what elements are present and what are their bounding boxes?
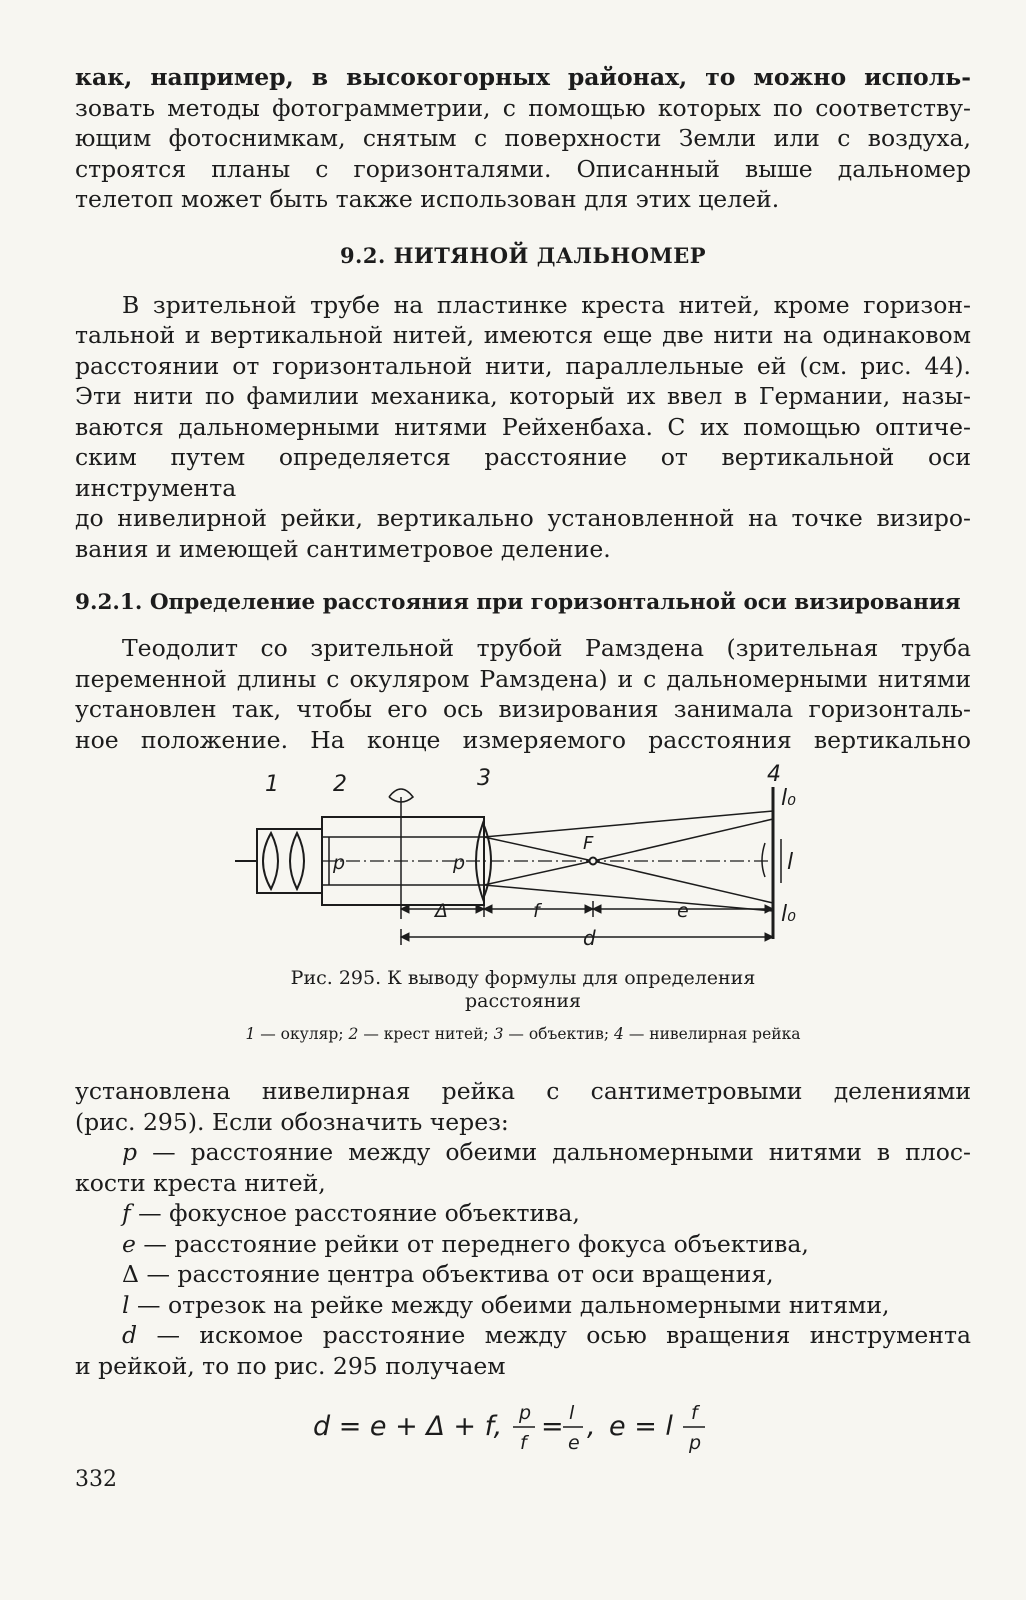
eyepiece-lens (263, 833, 278, 889)
page-number: 332 (75, 1467, 117, 1492)
legend-num: 1 (245, 1025, 256, 1043)
definition-item (75, 1320, 971, 1351)
ray-top (484, 811, 773, 837)
definition-symbol: d (122, 1321, 138, 1349)
legend-text: — окуляр; (255, 1025, 349, 1043)
definition-continuation: кости креста нитей, (75, 1168, 326, 1197)
label-l0-bottom: l₀ (781, 902, 796, 927)
formula-sep: , (587, 1411, 596, 1442)
definition-text: — отрезок на рейке между обеими дальномерными нитями, (129, 1290, 890, 1319)
label-l: l (787, 850, 794, 875)
definition-symbol: p (122, 1138, 138, 1166)
label-F: F (583, 833, 594, 854)
text-line: установлена нивелирная рейка с сантиметровыми делениями (75, 1077, 971, 1105)
frac3-den: p (689, 1432, 702, 1454)
definition-text: — расстояние центра объектива от оси вращения, (138, 1260, 774, 1288)
text-line: (рис. 295). Если обозначить через: (75, 1107, 509, 1136)
label-f: f (533, 900, 540, 922)
label-2: 2 (333, 772, 347, 797)
text-line: вания и имеющей сантиметровое деление. (75, 534, 611, 563)
formula (75, 1399, 971, 1455)
frac2-num: l (569, 1402, 575, 1424)
telescope-diagram (75, 759, 971, 959)
legend-text: — крест нитей; (358, 1025, 494, 1043)
text-line: Эти нити по фамилии механика, который их ввел в Германии, назы- (75, 382, 971, 410)
definitions-list (75, 1137, 971, 1381)
section-paragraph (75, 290, 971, 565)
frac2-den: e (568, 1432, 580, 1454)
text-line: ющим фотоснимкам, снятым с поверхности Земли или с воздуха, (75, 124, 971, 152)
label-1: 1 (265, 772, 279, 797)
label-4: 4 (767, 762, 781, 787)
text-line: ное положение. На конце измеряемого расстояния вертикально (75, 725, 971, 754)
section-heading: 9.2. НИТЯНОЙ ДАЛЬНОМЕР (339, 242, 707, 268)
definition-symbol: e (122, 1229, 136, 1258)
text-line: до нивелирной рейки, вертикально установленной на точке визиро- (75, 504, 971, 532)
label-delta: Δ (435, 900, 448, 922)
label-e: e (677, 900, 689, 922)
ray-bottom (484, 885, 773, 911)
definition-text: — искомое расстояние между осью вращения инструмента (137, 1321, 971, 1349)
label-3: 3 (477, 766, 491, 791)
text-line: тальной и вертикальной нитей, имеются еще две нити на одинаковом (75, 321, 971, 349)
legend-num: 3 (493, 1025, 504, 1043)
text-line: как, например, в высокогорных районах, то можно исполь- (75, 63, 971, 91)
legend-num: 4 (614, 1025, 624, 1043)
definition-item (75, 1229, 971, 1260)
text-line: телетоп может быть также использован для этих целей. (75, 185, 780, 213)
definition-symbol: f (122, 1199, 131, 1227)
after-figure-paragraph (75, 1076, 971, 1137)
label-p-right: p (453, 852, 466, 874)
intro-paragraph (75, 62, 971, 215)
label-p-left: p (333, 852, 346, 874)
legend-text: — объектив; (503, 1025, 615, 1043)
page-body (75, 62, 971, 1455)
definition-item (75, 1290, 971, 1321)
formula-part-3: e = l (609, 1411, 673, 1442)
definition-symbol: l (122, 1290, 130, 1319)
label-d: d (583, 926, 596, 950)
text-line: строятся планы с горизонталями. Описанный выше дальномер (75, 154, 971, 183)
subsection-paragraph (75, 633, 971, 755)
frac1-num: p (519, 1402, 532, 1424)
text-line: В зрительной трубе на пластинке креста нитей, кроме горизон- (122, 290, 971, 319)
definition-symbol: Δ (122, 1260, 139, 1288)
figure-legend (75, 1025, 971, 1044)
text-line: зовать методы фотограмметрии, с помощью которых по соответству- (75, 93, 971, 122)
text-line: переменной длины с окуляром Рамздена) и с дальномерными нитями (75, 664, 971, 693)
text-line: ваются дальномерными нитями Рейхенбаха. С их помощью оптиче- (75, 412, 971, 441)
caption-line: расстояния (464, 990, 582, 1012)
definition-continuation: и рейкой, то по рис. 295 получаем (75, 1351, 506, 1380)
text-line: ским путем определяется расстояние от вертикальной оси инструмента (75, 443, 971, 502)
formula-eq: = (541, 1411, 564, 1442)
formula-part-1: d = e + Δ + f, (313, 1411, 503, 1442)
definition-item (75, 1137, 971, 1168)
label-l0-top: l₀ (781, 786, 796, 811)
definition-text: — расстояние между обеими дальномерными нитями в плос- (137, 1138, 971, 1166)
formula-svg (75, 1399, 971, 1455)
figure-295 (75, 759, 971, 959)
legend-text: — нивелирная рейка (623, 1025, 801, 1043)
text-line: расстоянии от горизонтальной нити, параллельные ей (см. рис. 44). (75, 351, 971, 380)
definition-item (75, 1259, 971, 1290)
focus-point (590, 858, 597, 865)
subsection-heading: 9.2.1. Определение расстояния при горизонтальной оси визирования (75, 590, 961, 615)
caption-line: Рис. 295. К выводу формулы для определения (290, 967, 756, 989)
definition-item (75, 1198, 971, 1229)
definition-text: — фокусное расстояние объектива, (130, 1199, 580, 1227)
text-line: Теодолит со зрительной трубой Рамздена (зрительная труба (122, 634, 971, 662)
definition-text: — расстояние рейки от переднего фокуса объектива, (135, 1229, 809, 1258)
text-line: установлен так, чтобы его ось визирования занимала горизонталь- (75, 695, 971, 723)
legend-num: 2 (348, 1025, 359, 1043)
frac3-num: f (691, 1402, 698, 1424)
frac1-den: f (520, 1432, 527, 1454)
figure-caption (75, 967, 971, 1013)
